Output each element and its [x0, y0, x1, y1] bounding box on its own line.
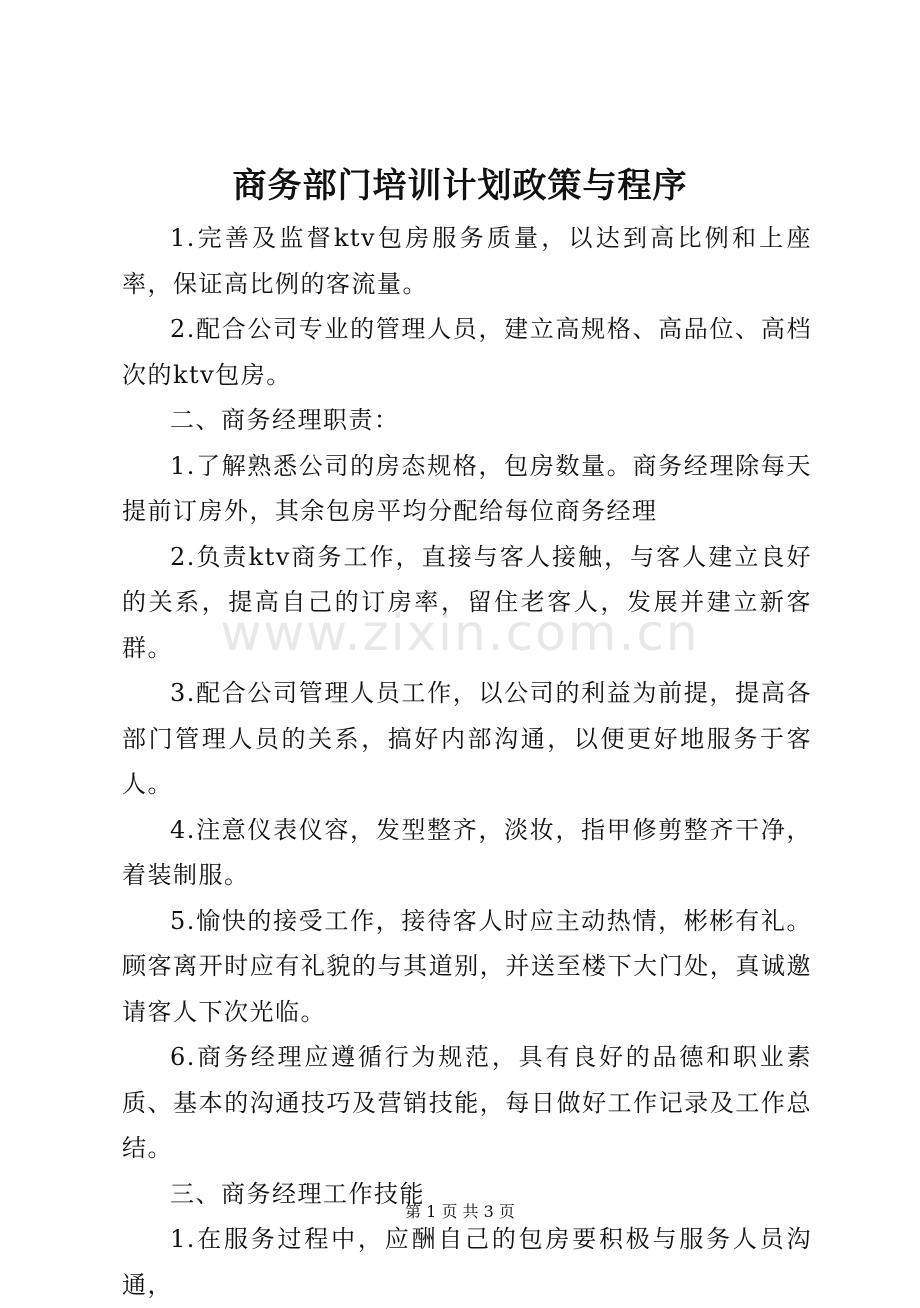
- paragraph-1: 1.完善及监督ktv包房服务质量，以达到高比例和上座率，保证高比例的客流量。: [122, 224, 812, 298]
- paragraph-duty-5: 5.愉快的接受工作，接待客人时应主动热情，彬彬有礼。顾客离开时应有礼貌的与其道别，并送至楼下大门处，真诚邀请客人下次光临。: [122, 906, 812, 1026]
- page-footer: 第 1 页 共 3 页: [405, 1202, 515, 1221]
- paragraph-skill-1: 1.在服务过程中，应酬自己的包房要积极与服务人员沟通，: [122, 1225, 812, 1299]
- paragraph-duty-3: 3.配合公司管理人员工作，以公司的利益为前提，提高各部门管理人员的关系，搞好内部沟通，以便更好地服务于客人。: [122, 679, 812, 798]
- paragraph-duty-2: 2.负责ktv商务工作，直接与客人接触，与客人建立良好的关系，提高自己的订房率，留住老客人，发展并建立新客群。: [122, 542, 812, 662]
- section-heading-duties: 二、商务经理职责：: [170, 406, 400, 434]
- document-body: [122, 216, 812, 1308]
- paragraph-duty-4: 4.注意仪表仪容，发型整齐，淡妆，指甲修剪整齐干净，着装制服。: [122, 815, 812, 889]
- document-title: 商务部门培训计划政策与程序: [232, 166, 688, 206]
- paragraph-2: 2.配合公司专业的管理人员，建立高规格、高品位、高档次的ktv包房。: [122, 315, 812, 389]
- paragraph-duty-6: 6.商务经理应遵循行为规范，具有良好的品德和职业素质、基本的沟通技巧及营销技能，每日做好工作记录及工作总结。: [122, 1043, 812, 1162]
- section-heading-skills: 三、商务经理工作技能: [170, 1179, 425, 1208]
- watermark: www.zixin.com.cn: [220, 604, 700, 662]
- paragraph-duty-1: 1.了解熟悉公司的房态规格，包房数量。商务经理除每天提前订房外，其余包房平均分配给每位商务经理: [122, 451, 812, 525]
